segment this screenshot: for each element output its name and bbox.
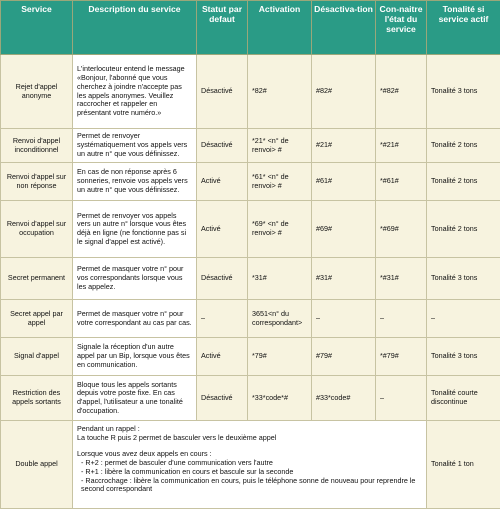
statut-cell: Désactivé [197,376,248,421]
table-row [1,55,500,129]
table-row [1,300,500,338]
statut-cell: Désactivé [197,129,248,163]
tonalite-cell: Tonalité 2 tons [427,129,500,163]
description-cell: Permet de masquer votre n° pour votre correspondant au cas par cas. [73,300,197,338]
header-description: Description du service [73,1,197,55]
description-cell: Bloque tous les appels sortants depuis votre poste fixe. En cas d'appel, l'utilisateur a une tonalité d'occupation. [73,376,197,421]
connaitre-cell: – [376,376,427,421]
activation-cell: *79# [248,338,312,376]
tonalite-cell: Tonalité courte discontinue [427,376,500,421]
connaitre-cell: *#61# [376,163,427,201]
service-cell: Rejet d'appel anonyme [1,55,73,129]
connaitre-cell: *#82# [376,55,427,129]
header-service: Service [1,1,73,55]
table-row [1,421,500,509]
desactivation-cell: #21# [312,129,376,163]
description-cell: Permet de renvoyer vos appels vers un autre n° lorsque vous êtes déjà en ligne (ne fonctionne pas si le signal d'appel est activé). [73,201,197,258]
desactivation-cell: – [312,300,376,338]
header-desactivation: Désactiva-tion [312,1,376,55]
activation-cell: *21* <n° de renvoi> # [248,129,312,163]
table-row [1,163,500,201]
desactivation-cell: #31# [312,258,376,300]
service-cell: Renvoi d'appel inconditionnel [1,129,73,163]
activation-cell: *82# [248,55,312,129]
connaitre-cell: *#69# [376,201,427,258]
statut-cell: Activé [197,201,248,258]
statut-cell: Désactivé [197,55,248,129]
tonalite-cell: Tonalité 3 tons [427,338,500,376]
statut-cell: Activé [197,338,248,376]
tonalite-cell: Tonalité 2 tons [427,201,500,258]
service-cell: Renvoi d'appel sur occupation [1,201,73,258]
double-appel-item: - R+2 : permet de basculer d'une communication vers l'autre [77,459,422,468]
service-cell: Renvoi d'appel sur non réponse [1,163,73,201]
header-statut: Statut par defaut [197,1,248,55]
desactivation-cell: #61# [312,163,376,201]
statut-cell: Activé [197,163,248,201]
service-cell: Secret appel par appel [1,300,73,338]
description-cell: Permet de renvoyer systématiquement vos appels vers un autre n° que vous définissez. [73,129,197,163]
service-cell: Double appel [1,421,73,509]
description-cell: Signale la réception d'un autre appel par un Bip, lorsque vous êtes en communication. [73,338,197,376]
header-row [1,1,500,55]
header-connaitre: Con-naitre l'état du service [376,1,427,55]
table-row [1,376,500,421]
description-cell: L'interlocuteur entend le message «Bonjour, l'abonné que vous cherchez à joindre n'accepte pas les appels anonymes. Veuillez raccrocher et rappeler en présentant votre numéro.» [73,55,197,129]
header-activation: Activation [248,1,312,55]
desactivation-cell: #79# [312,338,376,376]
service-cell: Signal d'appel [1,338,73,376]
tonalite-cell: Tonalité 3 tons [427,55,500,129]
table-row [1,258,500,300]
table-row [1,129,500,163]
double-appel-intro: Pendant un rappel : [77,425,422,434]
table-row [1,338,500,376]
tonalite-cell: Tonalité 3 tons [427,258,500,300]
double-appel-description [73,421,427,509]
desactivation-cell: #69# [312,201,376,258]
desactivation-cell: #82# [312,55,376,129]
activation-cell: *69* <n° de renvoi> # [248,201,312,258]
service-cell: Secret permanent [1,258,73,300]
connaitre-cell: – [376,300,427,338]
activation-cell: 3651<n° du correspondant> [248,300,312,338]
double-appel-item: - R+1 : libère la communication en cours et bascule sur la seconde [77,468,422,477]
activation-cell: *33*code*# [248,376,312,421]
tonalite-cell: Tonalité 1 ton [427,421,500,509]
double-appel-line2: Lorsque vous avez deux appels en cours : [77,450,422,459]
statut-cell: – [197,300,248,338]
service-cell: Restriction des appels sortants [1,376,73,421]
desactivation-cell: #33*code# [312,376,376,421]
description-cell: Permet de masquer votre n° pour vos correspondants lorsque vous les appelez. [73,258,197,300]
activation-cell: *61* <n° de renvoi> # [248,163,312,201]
description-cell: En cas de non réponse après 6 sonneries, renvoie vos appels vers un autre n° que vous définissez. [73,163,197,201]
header-tonalite: Tonalité si service actif [427,1,500,55]
tonalite-cell: – [427,300,500,338]
table-row [1,201,500,258]
statut-cell: Désactivé [197,258,248,300]
double-appel-item: - Raccrochage : libère la communication en cours, puis le téléphone sonne de nouveau pour reprendre le second correspondant [77,477,422,494]
connaitre-cell: *#79# [376,338,427,376]
connaitre-cell: *#21# [376,129,427,163]
tonalite-cell: Tonalité 2 tons [427,163,500,201]
activation-cell: *31# [248,258,312,300]
connaitre-cell: *#31# [376,258,427,300]
double-appel-line1: La touche R puis 2 permet de basculer vers le deuxième appel [77,434,422,443]
